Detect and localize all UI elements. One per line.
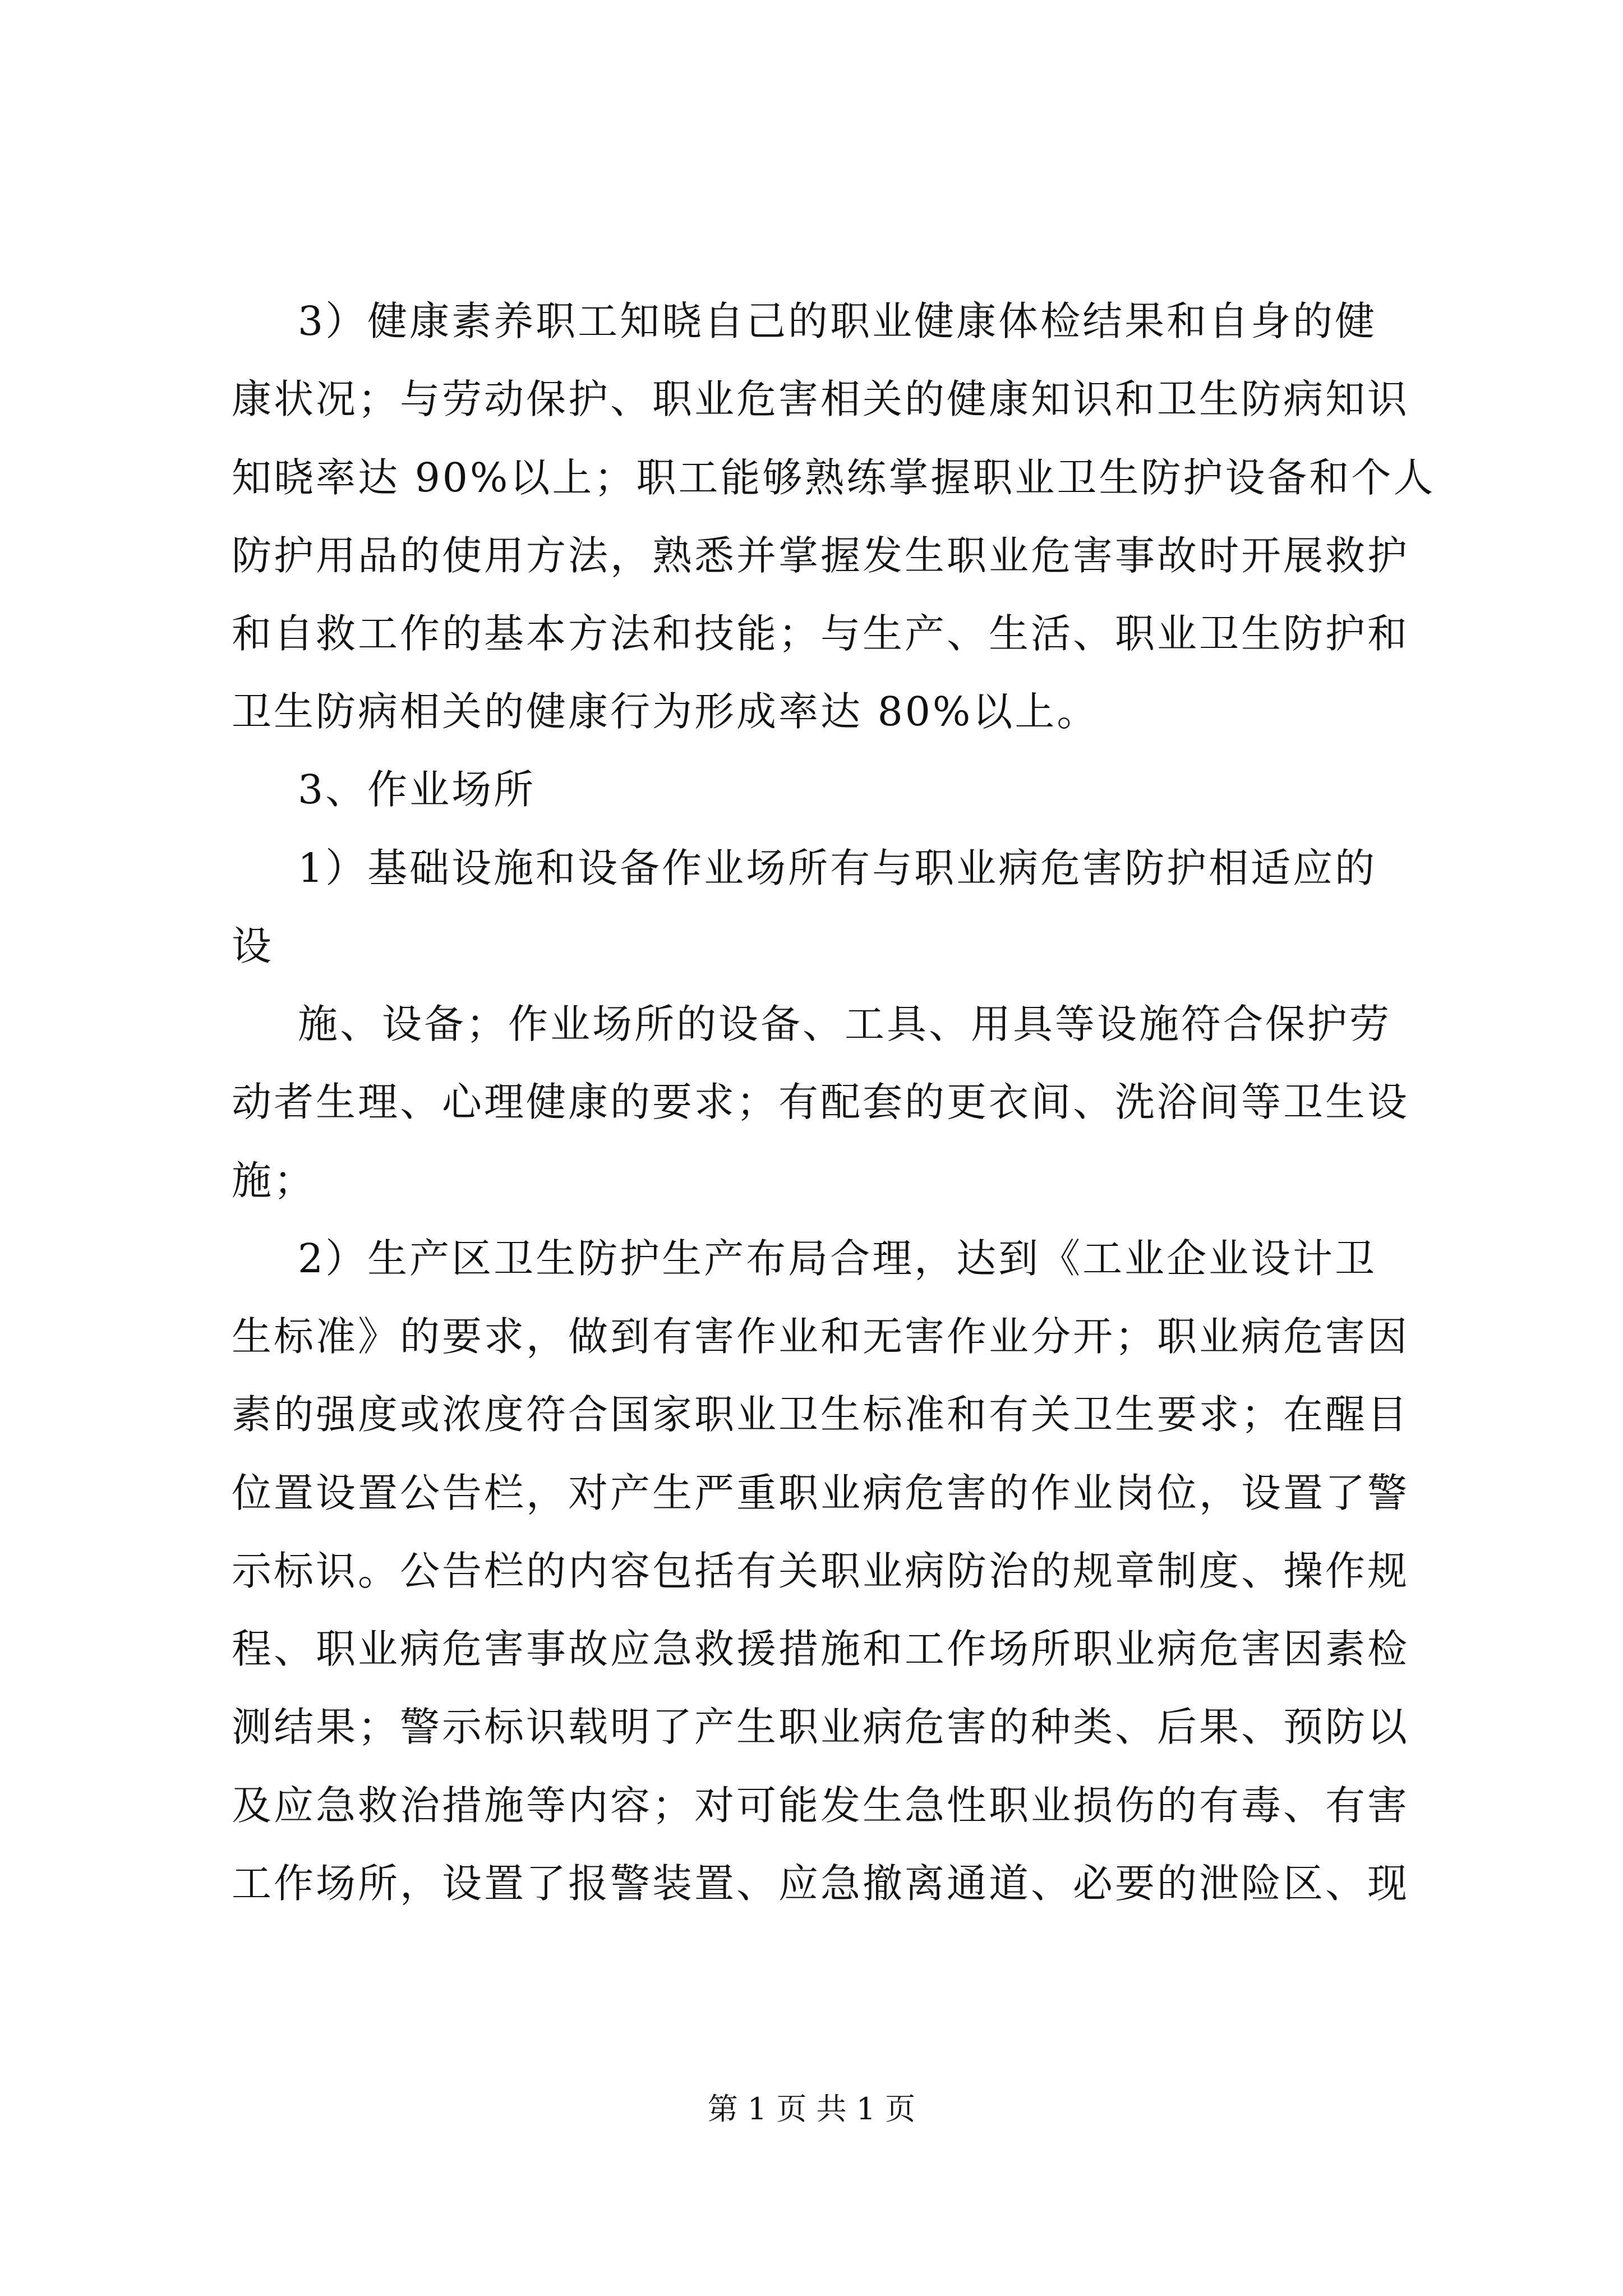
paragraph-line: 施； [232, 1157, 316, 1204]
paragraph-line: 设 [232, 923, 274, 969]
paragraph-line: 康状况；与劳动保护、职业危害相关的健康知识和卫生防病知识 [232, 376, 1410, 422]
paragraph-line: 工作场所，设置了报警装置、应急撤离通道、必要的泄险区、现 [232, 1860, 1410, 1907]
paragraph-line: 素的强度或浓度符合国家职业卫生标准和有关卫生要求；在醒目 [232, 1391, 1410, 1438]
paragraph-line: 位置设置公告栏，对产生严重职业病危害的作业岗位，设置了警 [232, 1470, 1410, 1516]
paragraph-line: 测结果；警示标识载明了产生职业病危害的种类、后果、预防以 [232, 1704, 1410, 1750]
paragraph-line: 程、职业病危害事故应急救援措施和工作场所职业病危害因素检 [232, 1626, 1410, 1672]
paragraph-line: 卫生防病相关的健康行为形成率达 80%以上。 [232, 688, 1099, 735]
page-footer: 第 1 页 共 1 页 [707, 2091, 916, 2127]
section-heading: 3、作业场所 [298, 766, 536, 813]
paragraph-line: 1）基础设施和设备作业场所有与职业病危害防护相适应的 [298, 845, 1377, 891]
paragraph-line: 动者生理、心理健康的要求；有配套的更衣间、洗浴间等卫生设 [232, 1079, 1410, 1125]
paragraph-line: 示标识。公告栏的内容包括有关职业病防治的规章制度、操作规 [232, 1548, 1410, 1594]
paragraph-line: 知晓率达 90%以上；职工能够熟练掌握职业卫生防护设备和个人 [232, 454, 1436, 501]
paragraph-line: 生标准》的要求，做到有害作业和无害作业分开；职业病危害因 [232, 1313, 1410, 1360]
paragraph-line: 和自救工作的基本方法和技能；与生产、生活、职业卫生防护和 [232, 610, 1410, 657]
paragraph-line: 3）健康素养职工知晓自己的职业健康体检结果和自身的健 [298, 298, 1377, 344]
paragraph-line: 防护用品的使用方法，熟悉并掌握发生职业危害事故时开展救护 [232, 532, 1410, 579]
paragraph-line: 2）生产区卫生防护生产布局合理，达到《工业企业设计卫 [298, 1235, 1377, 1282]
paragraph-line: 及应急救治措施等内容；对可能发生急性职业损伤的有毒、有害 [232, 1782, 1410, 1829]
paragraph-line: 施、设备；作业场所的设备、工具、用具等设施符合保护劳 [298, 1001, 1392, 1047]
